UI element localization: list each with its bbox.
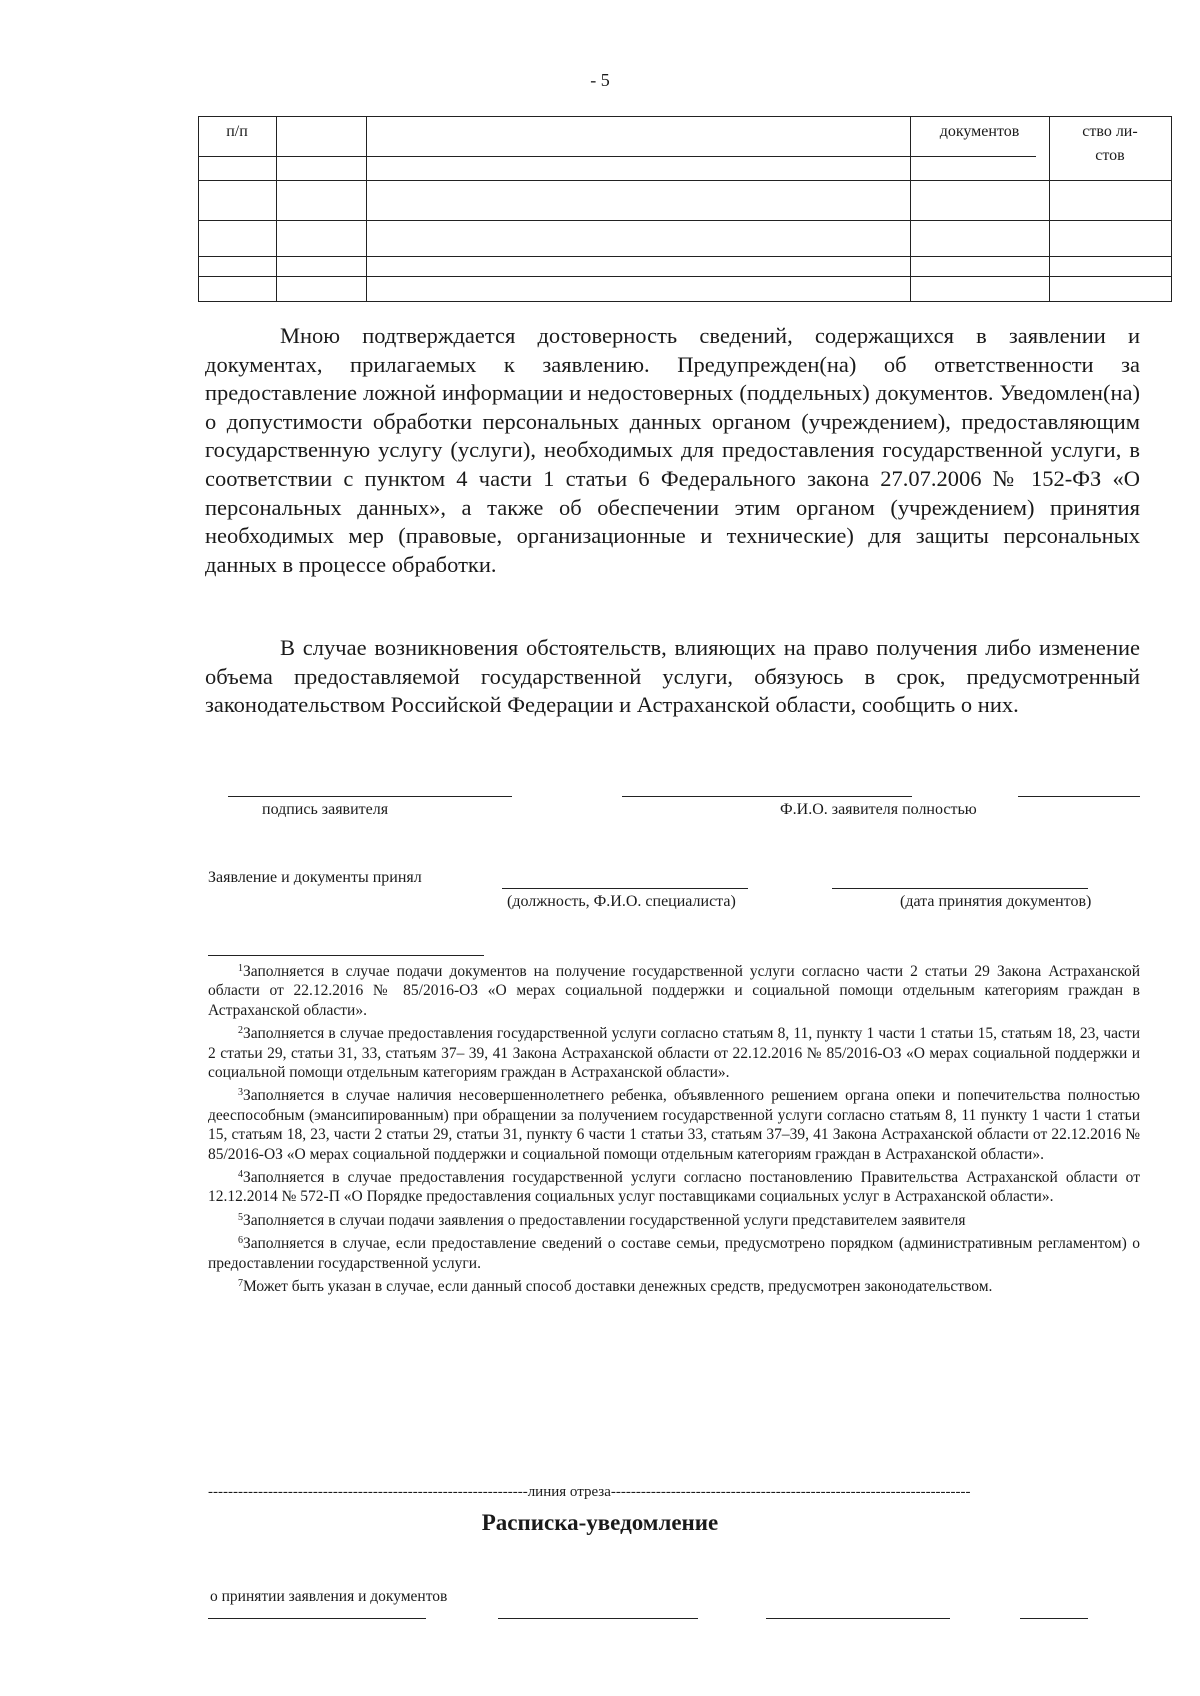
footnote-6: $^6$Заполняется в случае, если предоставление сведений о составе семьи, предусмотрено порядком (административным регламентом) о предоставлении государственной услуги. xyxy=(208,1235,1140,1272)
table-border-top xyxy=(198,116,1172,117)
acceptance-date-line xyxy=(832,888,1088,889)
table-header-documents: документов xyxy=(939,123,1020,140)
footnotes xyxy=(208,962,1140,1301)
table-row-divider xyxy=(198,220,1172,221)
footnote-1: $^1$Заполняется в случае подачи документов на получение государственной услуги согласно части 2 статьи 29 Закона Астраханской области от 22.12.2016 № 85/2016-ОЗ «О мерах социальной поддержки и социальной помощи отдельным категориям граждан в Астраханской области». xyxy=(208,963,1140,1019)
footnote-7: $^7$Может быть указан в случае, если данный способ доставки денежных средств, предусмотрен законодательством. xyxy=(238,1278,993,1296)
table-row-divider xyxy=(198,256,1172,257)
table-column-divider xyxy=(1171,116,1172,302)
confirmation-paragraph: Мною подтверждается достоверность сведений, содержащихся в заявлении и документах, прилагаемых к заявлению. Предупрежден(на) об ответственности за предоставление ложной информации и недостоверных (поддельных) документов. Уведомлен(на) о допустимости обработки персональных данных органом (учреждением), предоставляющим государственную услугу (услуги), необходимых для предоставления государственной услуги, в соответствии с пунктом 4 части 1 статьи 6 Федерального закона 27.07.2006 № 152-ФЗ «О персональных данных», а также об обеспечении этим органом (учреждением) принятия необходимых мер (правовые, организационные и технические) для защиты персональных данных в процессе обработки. xyxy=(205,323,1140,577)
documents-table xyxy=(198,116,1172,302)
extra-signature-line xyxy=(1018,796,1140,797)
table-header-sheets-line2: стов xyxy=(1095,147,1125,164)
receipt-subtitle: о принятии заявления и документов xyxy=(210,1588,448,1605)
footnote-3: $^3$Заполняется в случае наличия несовершеннолетнего ребенка, объявленного решением органа опеки и попечительства полностью дееспособным (эмансипированным) при обращении за получением государственной услуги согласно статьям 8, 11 пункту 1 части 1 статьи 15, статьям 18, 23, части 2 статьи 29, статьи 31, пункту 6 части 1 статьи 33, статьям 37–39, 41 Закона Астраханской области от 22.12.2016 № 85/2016-ОЗ «О мерах социальной поддержки и социальной помощи отдельным категориям граждан в Астраханской области». xyxy=(208,1087,1140,1163)
table-header-sheets-line1: ство ли- xyxy=(1082,123,1138,140)
applicant-name-line xyxy=(622,796,912,797)
obligation-paragraph: В случае возникновения обстоятельств, влияющих на право получения либо изменение объема предоставляемой государственной услуги, обязуюсь в срок, предусмотренный законодательством Российской Федерации и Астраханской области, сообщить о них. xyxy=(205,635,1140,718)
receipt-line-3 xyxy=(766,1618,950,1619)
receipt-line-4 xyxy=(1020,1618,1088,1619)
cut-line-dashes-right: ------------------------------------------------------------------------ xyxy=(610,1484,971,1500)
table-column-divider xyxy=(276,116,277,302)
table-row-divider xyxy=(198,276,1172,277)
table-border-bottom xyxy=(198,301,1172,302)
specialist-position-label: (должность, Ф.И.О. специалиста) xyxy=(507,893,736,910)
receipt-line-2 xyxy=(498,1618,698,1619)
receipt-line-1 xyxy=(208,1618,426,1619)
footnote-separator xyxy=(208,955,484,956)
cut-line-dashes-left: ---------------------------------------------------------------- xyxy=(208,1484,528,1500)
table-header-number: п/п xyxy=(226,123,248,140)
footnote-2: $^2$Заполняется в случае предоставления государственной услуги согласно статьям 8, 11, пункту 1 части 1 статьи 15, статьям 18, 23, части 2 статьи 29, статьи 31, 33, статьям 37– 39, 41 Закона Астраханской области от 22.12.2016 № 85/2016-ОЗ «О мерах социальной поддержки и социальной помощи отдельным категориям граждан в Астраханской области». xyxy=(208,1025,1140,1082)
page-number: - 5 xyxy=(590,70,610,90)
applicant-name-label: Ф.И.О. заявителя полностью xyxy=(780,801,977,818)
table-column-divider xyxy=(366,116,367,302)
acceptance-date-label: (дата принятия документов) xyxy=(900,893,1092,910)
footnote-4: $^4$Заполняется в случае предоставления государственной услуги согласно постановлению Правительства Астраханской области от 12.12.2014 № 572-П «О Порядке предоставления социальных услуг поставщиками социальных услуг в Астраханской области». xyxy=(208,1169,1140,1206)
acceptance-label: Заявление и документы принял xyxy=(208,869,422,886)
footnote-5: $^5$Заполняется в случаи подачи заявления о предоставлении государственной услуги представителем заявителя xyxy=(238,1211,966,1229)
cut-line-label: линия отреза xyxy=(527,1484,611,1500)
cut-line xyxy=(208,1484,1108,1501)
receipt-title: Расписка-уведомление xyxy=(481,1510,719,1535)
applicant-signature-line xyxy=(228,796,512,797)
table-row-divider xyxy=(198,180,1172,181)
applicant-signature-label: подпись заявителя xyxy=(262,801,389,818)
specialist-line xyxy=(502,888,748,889)
